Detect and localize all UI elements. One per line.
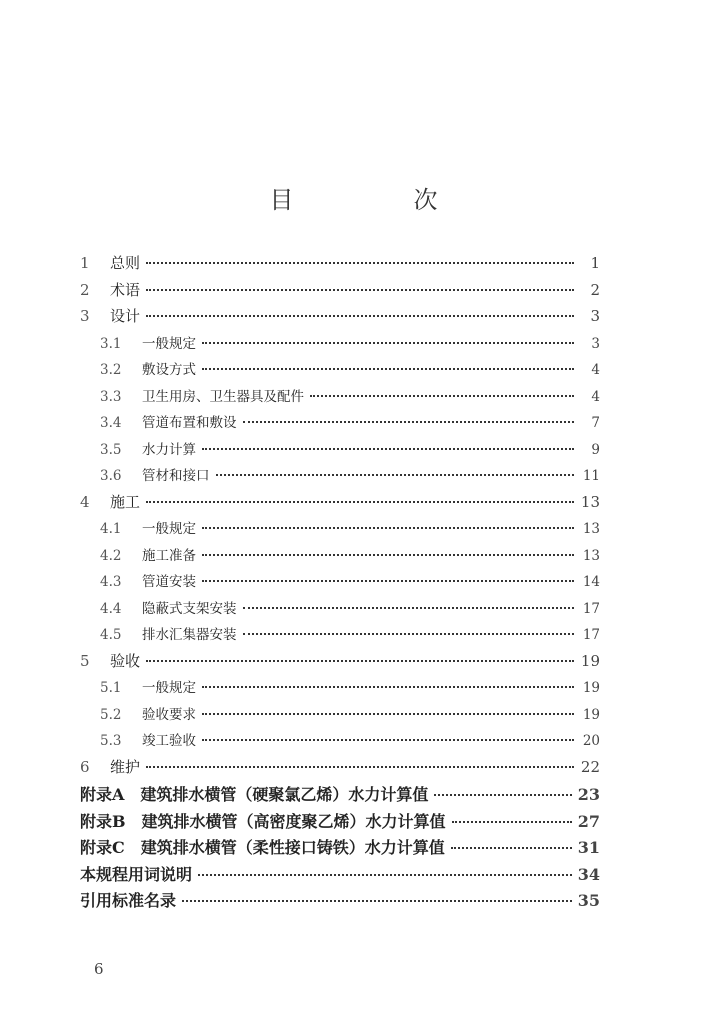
toc-entry[interactable] xyxy=(80,332,600,359)
toc-entry-label: 引用标准名录 xyxy=(80,891,177,910)
toc-entry-label: 卫生用房、卫生器具及配件 xyxy=(142,388,304,405)
toc-dot-leader xyxy=(434,794,571,796)
toc-dot-leader xyxy=(202,554,574,556)
toc-dot-leader xyxy=(202,342,574,344)
toc-entry[interactable] xyxy=(80,385,600,412)
toc-entry-page: 31 xyxy=(577,838,600,857)
toc-dot-leader xyxy=(146,289,574,291)
toc-entry[interactable] xyxy=(80,411,600,438)
toc-entry-label: 施工 xyxy=(110,492,141,511)
toc-entry[interactable] xyxy=(80,464,600,491)
toc-entry-page: 3 xyxy=(591,335,600,352)
toc-entry-page: 23 xyxy=(577,785,600,804)
toc-entry-page: 19 xyxy=(582,706,600,723)
toc-entry[interactable] xyxy=(80,305,600,332)
toc-entry-label: 一般规定 xyxy=(142,335,196,352)
toc-entry-page: 14 xyxy=(582,574,600,590)
toc-entry[interactable] xyxy=(80,782,600,809)
toc-entry-page: 13 xyxy=(582,547,600,564)
toc-entry[interactable] xyxy=(80,809,600,836)
toc-entry[interactable] xyxy=(80,438,600,465)
toc-entry-label: 管材和接口 xyxy=(142,468,210,484)
toc-entry[interactable] xyxy=(80,597,600,624)
toc-entry-page: 2 xyxy=(590,280,600,299)
toc-entry-number: 3.6 xyxy=(100,468,122,484)
toc-entry[interactable] xyxy=(80,729,600,756)
toc-entry-page: 9 xyxy=(591,441,600,458)
toc-entry-number: 4 xyxy=(80,492,90,511)
table-of-contents xyxy=(80,252,600,915)
toc-entry-page: 17 xyxy=(582,600,600,617)
toc-entry[interactable] xyxy=(80,623,600,650)
toc-entry-label: 总则 xyxy=(110,254,141,272)
toc-dot-leader xyxy=(202,580,574,582)
toc-dot-leader xyxy=(202,739,574,741)
toc-entry-number: 5 xyxy=(80,651,90,670)
toc-entry-label: 一般规定 xyxy=(142,680,196,696)
toc-entry-label: 排水汇集器安装 xyxy=(142,627,237,643)
toc-entry-label: 施工准备 xyxy=(142,547,196,564)
toc-entry-label: 验收要求 xyxy=(142,706,196,723)
toc-entry-page: 34 xyxy=(577,864,600,884)
toc-entry-label: 一般规定 xyxy=(142,521,196,537)
page-title: 目 次 xyxy=(269,186,486,214)
toc-dot-leader xyxy=(198,874,572,876)
toc-entry-number: 4.2 xyxy=(100,547,122,564)
toc-dot-leader xyxy=(202,527,574,529)
toc-dot-leader xyxy=(243,607,575,609)
toc-entry[interactable] xyxy=(80,358,600,385)
toc-entry-page: 22 xyxy=(580,757,600,776)
toc-dot-leader xyxy=(146,501,574,503)
toc-entry-number: 3 xyxy=(80,307,90,325)
toc-entry[interactable] xyxy=(80,279,600,306)
toc-entry-number: 3.4 xyxy=(100,415,122,431)
toc-entry-number: 5.2 xyxy=(100,706,122,723)
toc-entry-label: 水力计算 xyxy=(142,441,196,458)
toc-dot-leader xyxy=(202,686,574,688)
toc-entry-page: 4 xyxy=(591,362,600,378)
toc-entry[interactable] xyxy=(80,676,600,703)
toc-entry-page: 13 xyxy=(580,492,600,511)
toc-entry-page: 35 xyxy=(577,891,600,910)
toc-entry[interactable] xyxy=(80,862,600,889)
toc-entry[interactable] xyxy=(80,703,600,730)
toc-entry[interactable] xyxy=(80,491,600,518)
toc-entry-number: 4.3 xyxy=(100,574,122,590)
toc-entry-page: 17 xyxy=(582,627,600,643)
toc-dot-leader xyxy=(452,821,572,823)
toc-entry[interactable] xyxy=(80,756,600,783)
toc-dot-leader xyxy=(146,262,574,264)
toc-entry-number: 4.4 xyxy=(100,600,122,617)
toc-entry-label: 管道安装 xyxy=(142,574,196,590)
toc-entry-page: 1 xyxy=(590,254,600,272)
toc-entry-label: 本规程用词说明 xyxy=(80,864,193,884)
toc-entry[interactable] xyxy=(80,570,600,597)
page-number: 6 xyxy=(94,960,104,978)
toc-dot-leader xyxy=(202,448,574,450)
toc-dot-leader xyxy=(146,315,574,317)
toc-entry-number: 4.1 xyxy=(100,521,122,537)
toc-entry-number: 6 xyxy=(80,757,90,776)
toc-entry-page: 27 xyxy=(577,811,600,831)
toc-entry-number: 1 xyxy=(80,254,90,272)
toc-entry-number: 4.5 xyxy=(100,627,122,643)
toc-entry-number: 3.5 xyxy=(100,441,122,458)
toc-dot-leader xyxy=(216,474,575,476)
toc-dot-leader xyxy=(182,900,572,902)
toc-entry-label: 附录C 建筑排水横管（柔性接口铸铁）水力计算值 xyxy=(80,838,445,857)
toc-entry[interactable] xyxy=(80,835,600,862)
toc-entry-label: 敷设方式 xyxy=(142,362,196,378)
toc-entry-page: 19 xyxy=(582,680,600,696)
toc-dot-leader xyxy=(202,713,574,715)
toc-entry-page: 13 xyxy=(582,521,600,537)
toc-dot-leader xyxy=(451,847,572,849)
toc-entry-page: 3 xyxy=(590,307,600,325)
toc-entry-label: 隐蔽式支架安装 xyxy=(142,600,237,617)
toc-entry-label: 附录A 建筑排水横管（硬聚氯乙烯）水力计算值 xyxy=(80,785,429,804)
toc-entry-label: 设计 xyxy=(110,307,141,325)
toc-entry-page: 7 xyxy=(591,415,600,431)
toc-dot-leader xyxy=(146,766,574,768)
toc-entry-label: 验收 xyxy=(110,651,141,670)
toc-entry-number: 3.1 xyxy=(100,335,122,352)
toc-entry[interactable] xyxy=(80,544,600,571)
toc-entry-page: 20 xyxy=(582,733,600,749)
toc-entry-label: 管道布置和敷设 xyxy=(142,415,237,431)
toc-dot-leader xyxy=(243,633,575,635)
toc-entry[interactable] xyxy=(80,517,600,544)
toc-entry[interactable] xyxy=(80,888,600,915)
toc-entry-page: 11 xyxy=(582,468,600,484)
toc-entry-number: 2 xyxy=(80,280,90,299)
toc-entry-number: 3.3 xyxy=(100,388,122,405)
toc-entry-page: 19 xyxy=(580,651,600,670)
toc-entry-label: 附录B 建筑排水横管（高密度聚乙烯）水力计算值 xyxy=(80,811,446,831)
toc-entry-number: 5.3 xyxy=(100,733,122,749)
toc-dot-leader xyxy=(202,368,574,370)
toc-entry-label: 术语 xyxy=(110,280,141,299)
toc-entry-page: 4 xyxy=(591,388,600,405)
toc-dot-leader xyxy=(243,421,575,423)
toc-entry-number: 3.2 xyxy=(100,362,122,378)
toc-dot-leader xyxy=(310,395,574,397)
toc-entry-label: 竣工验收 xyxy=(142,733,196,749)
toc-entry[interactable] xyxy=(80,650,600,677)
toc-dot-leader xyxy=(146,660,574,662)
toc-entry-number: 5.1 xyxy=(100,680,122,696)
toc-entry[interactable] xyxy=(80,252,600,279)
toc-entry-label: 维护 xyxy=(110,757,141,776)
